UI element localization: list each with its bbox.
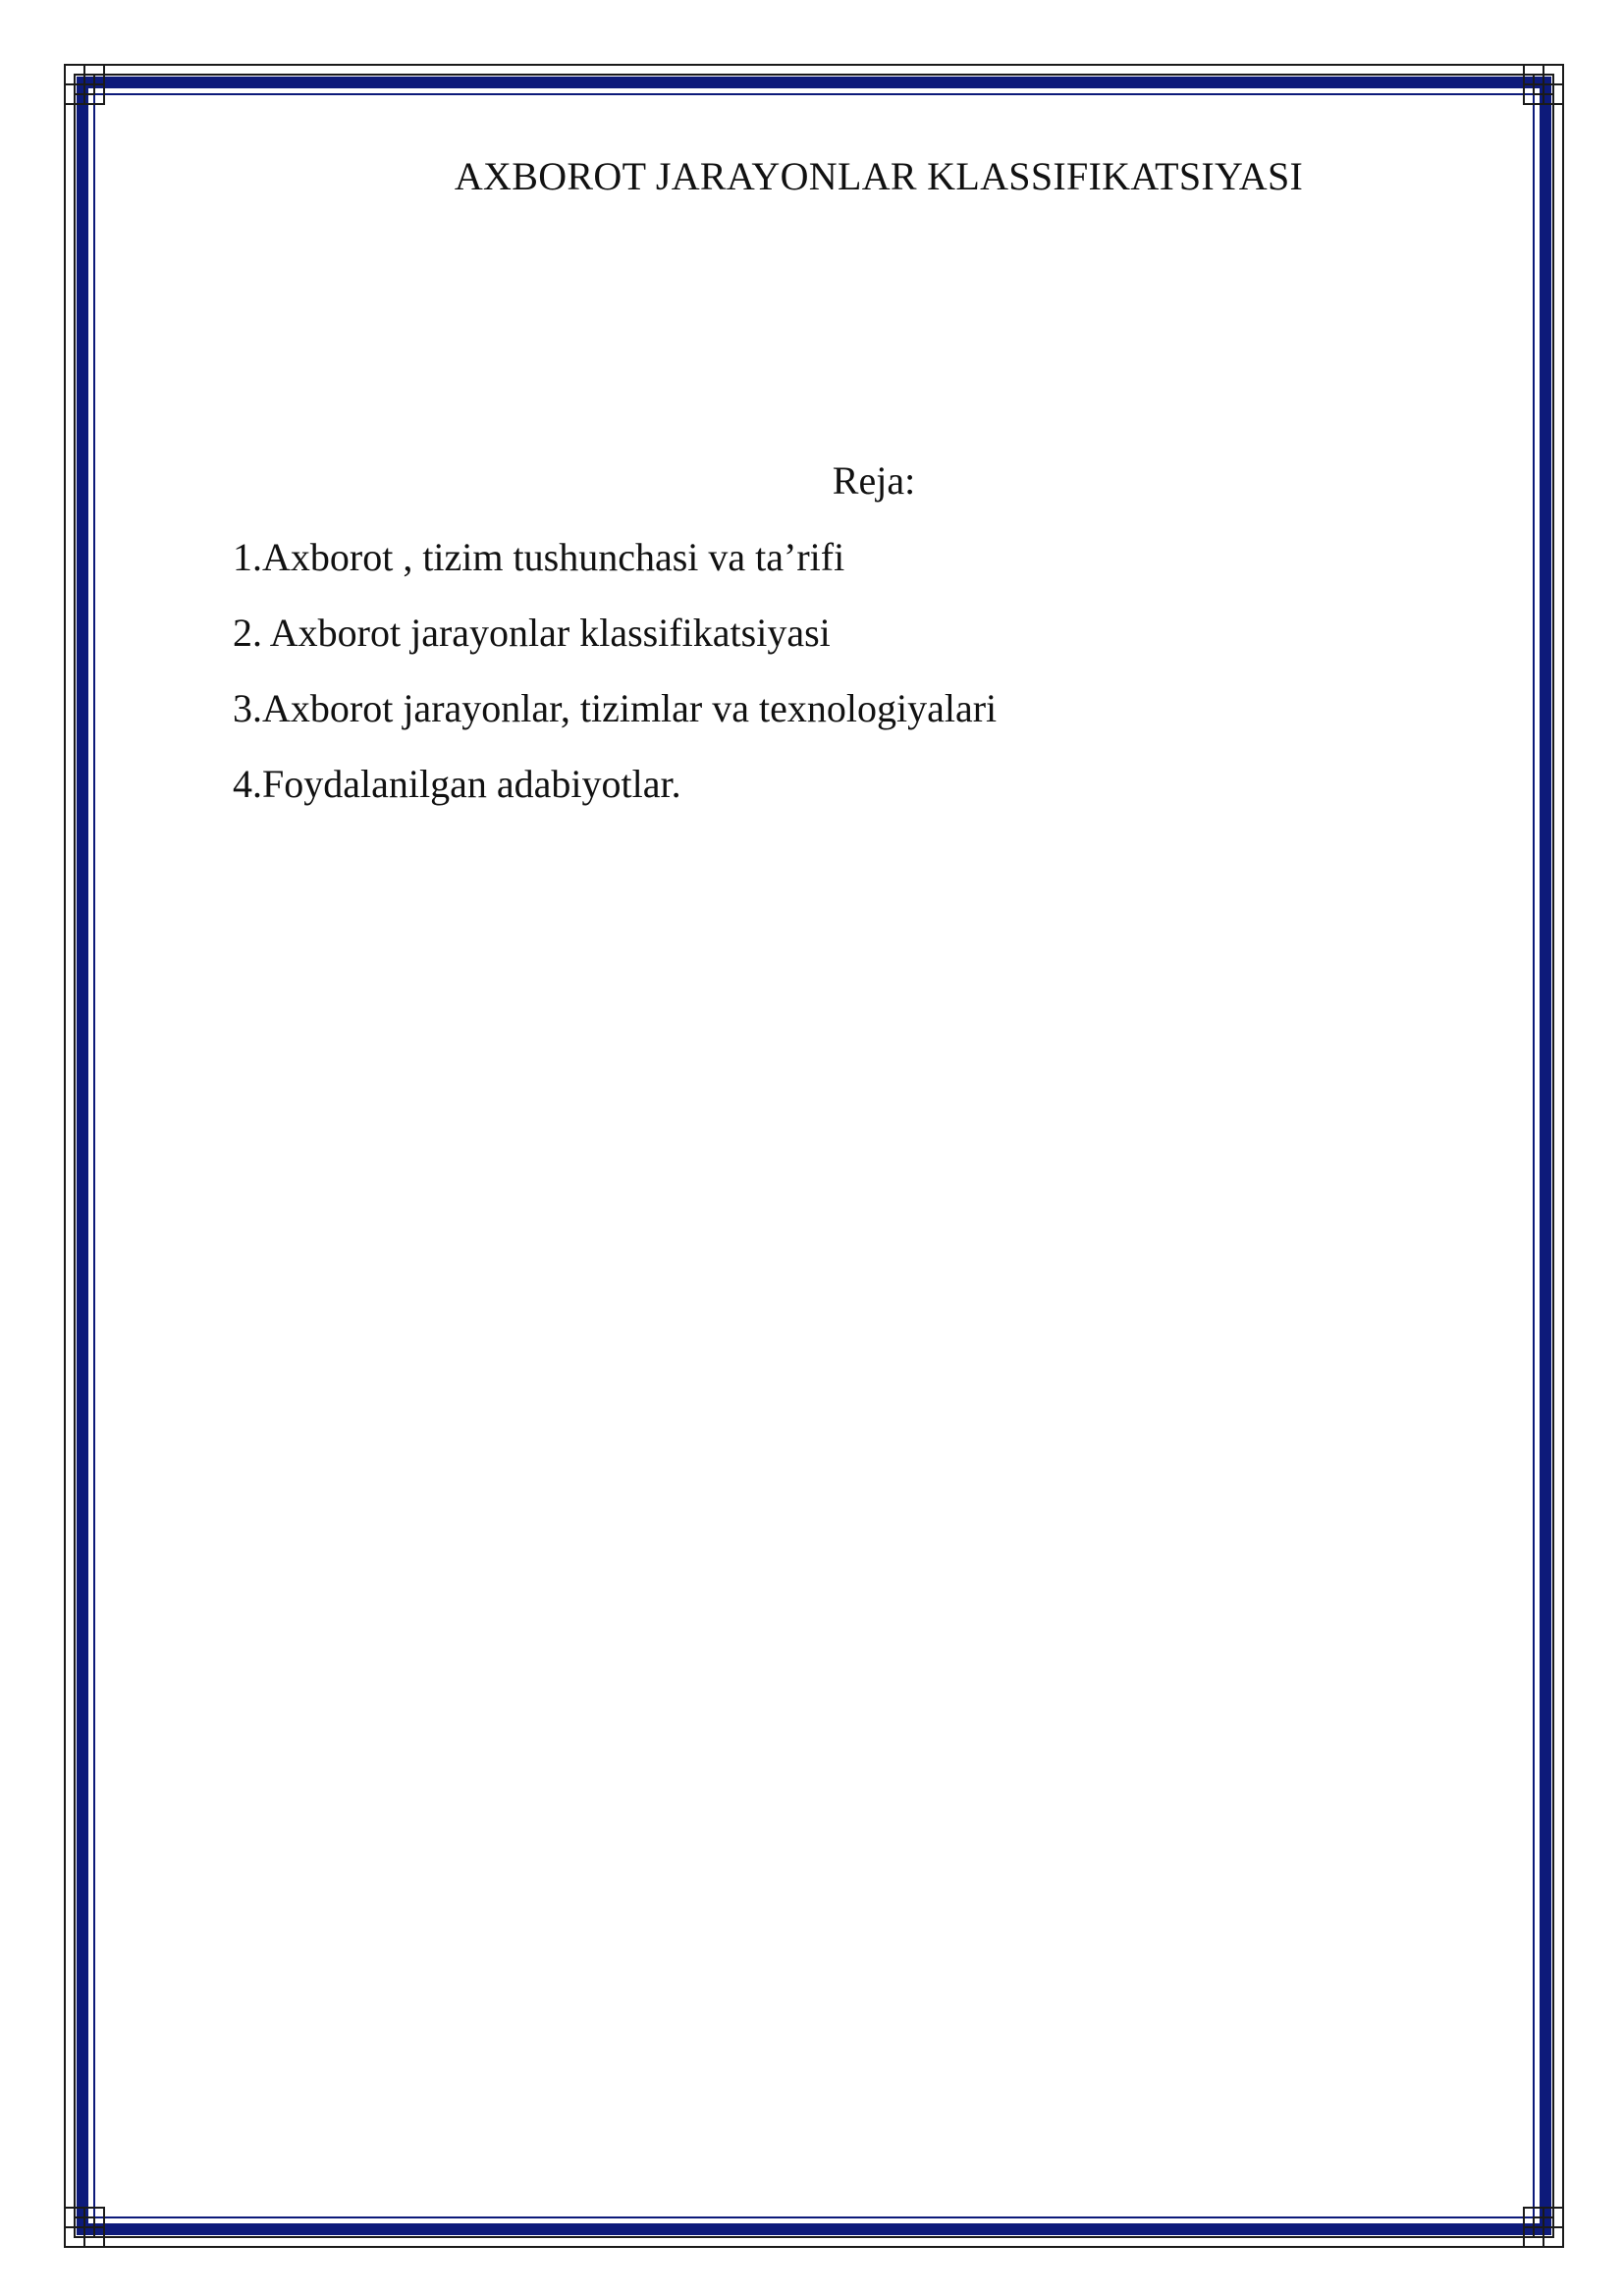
plan-item-4: 4.Foydalanilgan adabiyotlar. <box>233 762 681 806</box>
corner-ornament-bottom-left <box>65 2208 104 2247</box>
plan-heading: Reja: <box>832 458 916 503</box>
plan-item-1: 1.Axborot , tizim tushunchasi va ta’rifi <box>233 535 845 579</box>
corner-ornament-bottom-right <box>1524 2208 1563 2247</box>
plan-item-3: 3.Axborot jarayonlar, tizimlar va texnologiyalari <box>233 686 998 730</box>
corner-ornament-top-left <box>65 65 104 104</box>
plan-item-2: 2. Axborot jarayonlar klassifikatsiyasi <box>233 611 831 655</box>
corner-ornament-top-right <box>1524 65 1563 104</box>
border-navy-band <box>82 82 1545 2229</box>
document-title: AXBOROT JARAYONLAR KLASSIFIKATSIYASI <box>454 154 1304 198</box>
plan-list <box>233 530 997 832</box>
